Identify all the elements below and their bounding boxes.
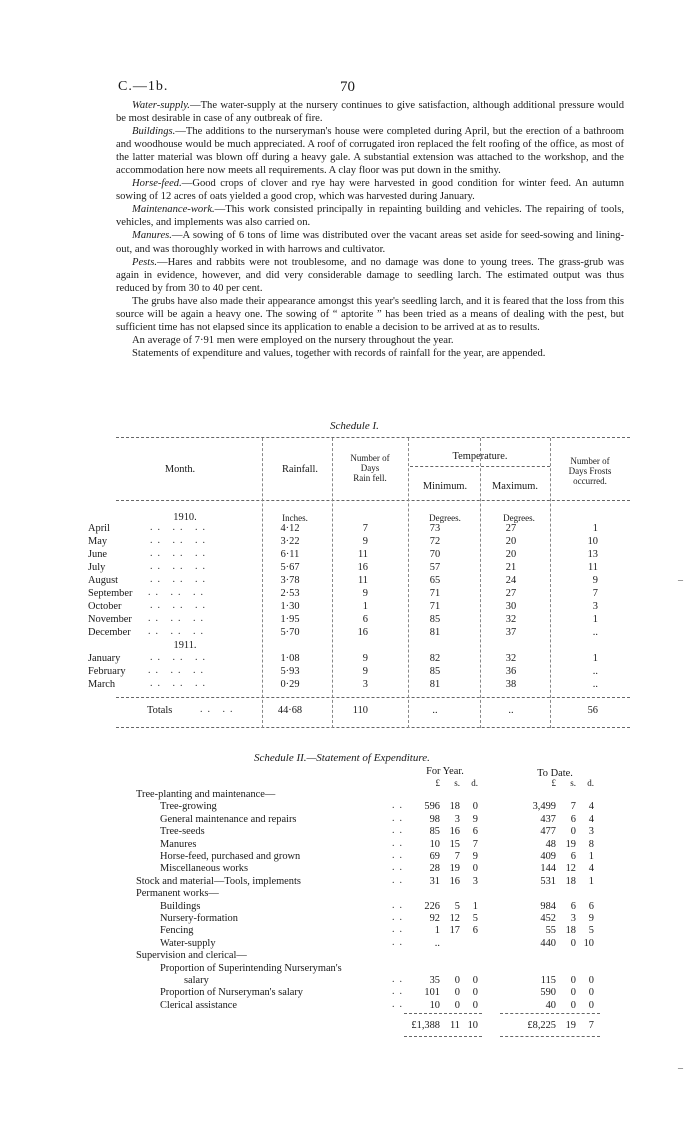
for-year-cell: 10 [429, 838, 440, 850]
to-date-cell: 0 [570, 987, 576, 999]
page-header [0, 79, 700, 99]
for-year-cell: 1 [472, 900, 478, 912]
paragraph-text: —The additions to the nurseryman's house were completed during April, but the erection of a bathroom and woodhouse would be much appreciated. A roof of corrugated iron replaced the felt roofing of the office, as most of the latter material was blown off during a heavy gale. A substantial extension was attached to the workshop, and the accommodation here now meets all requirements. A clay floor was put down in the smithy. [116, 126, 624, 177]
expenditure-label: Horse-feed, purchased and grown [160, 851, 301, 862]
for-year-cell: 7 [454, 851, 460, 862]
paragraph [116, 347, 624, 360]
expenditure-label: Buildings [160, 900, 201, 912]
to-date-cell: 6 [570, 813, 576, 825]
total-for-year: £1,388 [411, 1020, 440, 1031]
totals-days: 110 [352, 705, 368, 716]
leader-dots: .. .. .. [150, 548, 210, 559]
max-temp-cell: 24 [505, 575, 517, 586]
max-temp-cell: 38 [505, 679, 517, 690]
max-temp-cell: 30 [505, 601, 517, 612]
total-for-year: 10 [467, 1020, 478, 1031]
for-year-cell: 0 [472, 975, 478, 986]
for-year-cell: 5 [454, 900, 460, 912]
month-cell: November [88, 614, 132, 625]
to-date-cell: 3 [570, 913, 576, 924]
total-rule [404, 1013, 482, 1014]
for-year-cell: 31 [429, 875, 440, 887]
to-date-cell: 19 [565, 838, 576, 850]
rain-days-cell: 11 [357, 575, 368, 586]
paragraph-text: —The water-supply at the nursery continues to give satisfaction, although additional pressure would be most desirable in case of any outbreak of fire. [116, 100, 624, 125]
column-rule [262, 438, 263, 728]
expenditure-label: salary [184, 975, 209, 986]
to-date-cell: 0 [570, 826, 576, 838]
month-cell: February [88, 666, 126, 677]
to-date-cell: 440 [540, 937, 556, 949]
table-rule [116, 727, 630, 728]
to-date-cell: 12 [565, 863, 576, 875]
frost-days-cell: .. [592, 627, 598, 638]
max-temp-cell: 21 [505, 562, 517, 573]
rainfall-cell: 3·78 [280, 575, 300, 586]
expenditure-label: Supervision and clerical— [136, 950, 247, 962]
for-year-cell: 0 [472, 863, 478, 875]
lsd-header: s. [454, 778, 460, 788]
min-temp-cell: 81 [429, 679, 441, 690]
for-year-cell: 98 [429, 813, 440, 825]
paragraph-text: The grubs have also made their appearance amongst this year's seedling larch, and it is feared that the loss from this source will be again a heavy one. The sowing of “ aptorite ” has been tried as a means of dealing with the pest, but sufficient time has not elapsed since its application to enable a decision to be arrived at as to results. [116, 295, 624, 333]
rainfall-cell: 1·30 [280, 601, 300, 612]
rain-days-cell: 16 [357, 627, 368, 638]
to-date-cell: 6 [588, 900, 594, 912]
min-temp-cell: 81 [429, 627, 441, 638]
for-year-cell: 0 [454, 975, 460, 986]
for-year-cell: 226 [424, 900, 440, 912]
lsd-header: d. [471, 778, 478, 788]
min-temp-cell: 85 [429, 666, 441, 677]
column-header-rainfall: Rainfall. [281, 464, 319, 475]
totals-rainfall: 44·68 [277, 705, 303, 716]
units-min: Degrees. [429, 513, 461, 523]
expenditure-label: Manures [160, 838, 197, 850]
to-date-cell: 477 [540, 826, 556, 838]
leader-dots: .. [392, 874, 407, 886]
total-to-date: 7 [588, 1020, 594, 1031]
expenditure-label: Water-supply [160, 937, 216, 949]
column-header-for-year: For Year. [426, 766, 464, 777]
column-header-days: Number of [350, 453, 390, 463]
to-date-cell: 18 [565, 875, 576, 887]
expenditure-label: Nursery-formation [160, 913, 238, 924]
min-temp-cell: 57 [429, 562, 441, 573]
expenditure-label: Clerical assistance [160, 999, 238, 1011]
paragraph [116, 177, 624, 203]
min-temp-cell: 65 [429, 575, 441, 586]
to-date-cell: 531 [540, 875, 556, 887]
to-date-cell: 9 [588, 913, 594, 924]
rain-days-cell: 3 [362, 679, 368, 690]
for-year-cell: 17 [449, 925, 460, 937]
column-header-temperature: Temperature. [452, 451, 508, 462]
for-year-cell: 92 [429, 913, 440, 924]
leader-dots: .. [392, 837, 407, 849]
to-date-cell: 0 [588, 999, 594, 1011]
frost-days-cell: 13 [587, 549, 598, 560]
leader-dots: .. .. .. [150, 561, 210, 572]
total-to-date: 19 [565, 1020, 576, 1031]
for-year-cell: 19 [449, 863, 460, 875]
to-date-cell: 10 [583, 937, 594, 949]
rainfall-cell: 5·70 [280, 627, 300, 638]
total-rule [404, 1036, 482, 1037]
column-header-frosts: occurred. [573, 476, 607, 486]
leader-dots: .. .. .. [148, 626, 208, 637]
leader-dots: .. [392, 998, 407, 1010]
to-date-cell: 8 [588, 838, 594, 850]
paragraph-text: An average of 7·91 men were employed on the nursery throughout the year. [132, 334, 454, 346]
month-cell: September [88, 588, 133, 599]
for-year-cell: 3 [472, 875, 478, 887]
frost-days-cell: 1 [592, 653, 598, 664]
to-date-cell: 144 [540, 863, 556, 875]
min-temp-cell: 72 [429, 536, 441, 547]
paragraph-text: —A sowing of 6 tons of lime was distributed over the vacant areas set aside for seed-sowing and lining-out, and was thoroughly worked in with harrows and cultivator. [116, 230, 624, 255]
to-date-cell: 0 [570, 937, 576, 949]
column-header-days: Days [360, 463, 380, 473]
max-temp-cell: 20 [505, 549, 517, 560]
rain-days-cell: 16 [357, 562, 368, 573]
document-code: C.—1b. [118, 79, 169, 94]
table-rule [116, 697, 630, 698]
paragraph-title: Buildings. [132, 126, 176, 138]
month-cell: March [88, 679, 116, 690]
max-temp-cell: 32 [505, 614, 517, 625]
paragraph-title: Pests. [132, 256, 158, 268]
total-rule [500, 1036, 600, 1037]
to-date-cell: 0 [588, 975, 594, 986]
max-temp-cell: 32 [505, 653, 517, 664]
frost-days-cell: .. [592, 679, 598, 690]
to-date-cell: 4 [588, 863, 594, 875]
paragraph [116, 229, 624, 255]
leader-dots: .. .. .. [150, 678, 210, 689]
for-year-cell: 9 [472, 851, 478, 862]
to-date-cell: 984 [540, 900, 556, 912]
for-year-cell: 6 [472, 826, 478, 838]
rain-days-cell: 9 [362, 588, 368, 599]
leader-dots: .. .. .. [150, 522, 210, 533]
min-temp-cell: 82 [429, 653, 441, 664]
leader-dots: .. [392, 924, 407, 936]
min-temp-cell: 85 [429, 614, 441, 625]
page-number: 70 [340, 79, 355, 95]
paragraph-text: —Hares and rabbits were not troublesome, and no damage was done to young trees. The grass-grub was again in evidence, however, and did very considerable damage to seedling larch. The estimated output was thus reduced by from 30 to 40 per cent. [116, 256, 624, 294]
leader-dots: .. .. .. [148, 665, 208, 676]
column-header-frosts: Days Frosts [568, 466, 612, 476]
for-year-cell: 3 [454, 813, 460, 825]
column-header-frosts: Number of [570, 456, 610, 466]
expenditure-label: Stock and material—Tools, implements [136, 875, 301, 887]
to-date-cell: 409 [540, 851, 556, 862]
leader-dots: .. [392, 862, 407, 874]
rainfall-cell: 6·11 [280, 549, 300, 560]
for-year-cell: 7 [472, 838, 478, 850]
to-date-cell: 7 [570, 801, 576, 813]
paragraph [116, 99, 624, 125]
min-temp-cell: 73 [429, 523, 441, 534]
for-year-cell: 0 [472, 999, 478, 1011]
to-date-cell: 18 [565, 925, 576, 937]
rainfall-cell: 1·08 [280, 653, 300, 664]
total-rule [500, 1013, 600, 1014]
to-date-cell: 1 [588, 875, 594, 887]
max-temp-cell: 20 [505, 536, 517, 547]
leader-dots: .. [392, 936, 407, 948]
month-cell: December [88, 627, 131, 638]
to-date-cell: 55 [545, 925, 556, 937]
for-year-cell: 0 [454, 999, 460, 1011]
max-temp-cell: 27 [505, 523, 517, 534]
max-temp-cell: 37 [505, 627, 517, 638]
to-date-cell: 590 [540, 987, 556, 999]
expenditure-label: Proportion of Nurseryman's salary [160, 987, 303, 999]
expenditure-label: Fencing [160, 925, 194, 937]
paragraph [116, 334, 624, 347]
rain-days-cell: 9 [362, 666, 368, 677]
rainfall-cell: 4·12 [280, 523, 300, 534]
paragraph-text: —This work consisted principally in repainting building and vehicles. The repairing of tools, vehicles, and implements was also carried on. [116, 204, 624, 229]
month-cell: June [88, 549, 108, 560]
column-header-days: Rain fell. [353, 473, 387, 483]
rain-days-cell: 6 [362, 614, 368, 625]
for-year-cell: 0 [472, 801, 478, 813]
year-label: 1910. [173, 512, 197, 523]
frost-days-cell: 11 [587, 562, 598, 573]
units-max: Degrees. [503, 513, 535, 523]
for-year-cell: 0 [454, 987, 460, 999]
expenditure-label: Tree-growing [160, 801, 217, 813]
for-year-cell: 101 [424, 987, 440, 999]
leader-dots: .. [392, 912, 407, 923]
rain-days-cell: 9 [362, 653, 368, 664]
leader-dots: .. .. .. [148, 587, 208, 598]
expenditure-label: Proportion of Superintending Nurseryman's [160, 962, 342, 974]
frost-days-cell: 3 [592, 601, 598, 612]
month-cell: August [88, 575, 119, 586]
expenditure-label: Permanent works— [136, 888, 219, 900]
paragraph-title: Manures. [132, 230, 172, 242]
paragraph [116, 256, 624, 295]
frost-days-cell: 1 [592, 523, 598, 534]
for-year-cell: 69 [429, 851, 440, 862]
min-temp-cell: 71 [429, 588, 441, 599]
leader-dots: .. .. .. [150, 574, 210, 585]
for-year-cell: 85 [429, 826, 440, 838]
column-header-maximum: Maximum. [492, 481, 538, 492]
month-cell: July [88, 562, 106, 573]
rain-days-cell: 11 [357, 549, 368, 560]
to-date-cell: 452 [540, 913, 556, 924]
leader-dots: .. .. .. [150, 600, 210, 611]
rain-days-cell: 9 [362, 536, 368, 547]
rain-days-cell: 7 [362, 523, 368, 534]
table-rule [116, 437, 630, 438]
min-temp-cell: 71 [429, 601, 441, 612]
units-rainfall: Inches. [282, 513, 308, 523]
to-date-cell: 5 [588, 925, 594, 937]
lsd-header: s. [570, 778, 576, 788]
leader-dots: .. [392, 974, 407, 985]
expenditure-label: Miscellaneous works [160, 863, 249, 875]
column-rule [408, 438, 409, 728]
rainfall-cell: 0·29 [280, 679, 300, 690]
to-date-cell: 40 [545, 999, 556, 1011]
for-year-cell: 9 [472, 813, 478, 825]
lsd-header: £ [551, 778, 556, 788]
body-text [116, 99, 624, 360]
to-date-cell: 48 [545, 838, 556, 850]
rainfall-cell: 2·53 [280, 588, 300, 599]
leader-dots: .. [392, 800, 407, 812]
for-year-cell: 596 [424, 801, 440, 813]
totals-max: .. [508, 705, 514, 716]
for-year-cell: 28 [429, 863, 440, 875]
paragraph [116, 203, 624, 229]
for-year-cell: 18 [449, 801, 460, 813]
expenditure-label: General maintenance and repairs [160, 813, 297, 825]
to-date-cell: 437 [540, 813, 556, 825]
table-rule [116, 500, 630, 501]
column-header-month: Month. [164, 464, 196, 475]
month-cell: October [88, 601, 122, 612]
paragraph-title: Water-supply. [132, 100, 190, 111]
paragraph-title: Horse-feed. [132, 178, 182, 190]
paragraph [116, 295, 624, 334]
for-year-cell: .. [434, 937, 440, 949]
to-date-cell: 1 [588, 851, 594, 862]
month-cell: January [88, 653, 121, 664]
to-date-cell: 6 [570, 900, 576, 912]
frost-days-cell: 10 [587, 536, 598, 547]
paragraph [116, 125, 624, 177]
leader-dots: .. .. [200, 704, 238, 715]
to-date-cell: 0 [588, 987, 594, 999]
year-label: 1911. [173, 640, 197, 651]
paragraph-text: Statements of expenditure and values, together with records of rainfall for the year, are appended. [132, 347, 546, 359]
leader-dots: .. .. .. [150, 652, 210, 663]
leader-dots: .. .. .. [150, 535, 210, 546]
total-for-year: 11 [449, 1020, 460, 1031]
margin-mark: – [678, 575, 683, 586]
leader-dots: .. .. .. [148, 613, 208, 624]
for-year-cell: 1 [434, 925, 440, 937]
to-date-cell: 3,499 [532, 801, 556, 813]
leader-dots: .. [392, 899, 407, 911]
to-date-cell: 0 [570, 975, 576, 986]
lsd-header: d. [587, 778, 594, 788]
paragraph-title: Maintenance-work. [132, 204, 215, 216]
leader-dots: .. [392, 825, 407, 837]
rainfall-cell: 3·22 [280, 536, 300, 547]
max-temp-cell: 27 [505, 588, 517, 599]
expenditure-label: Tree-planting and maintenance— [136, 789, 276, 800]
column-header-minimum: Minimum. [422, 481, 468, 492]
total-to-date: £8,225 [527, 1020, 556, 1031]
to-date-cell: 4 [588, 801, 594, 813]
expenditure-label: Tree-seeds [160, 826, 205, 838]
schedule1-caption: Schedule I. [330, 420, 379, 432]
month-cell: April [88, 523, 110, 534]
leader-dots: .. [392, 986, 407, 998]
for-year-cell: 16 [449, 875, 460, 887]
schedule2-caption: Schedule II.—Statement of Expenditure. [254, 752, 430, 764]
to-date-cell: 3 [588, 826, 594, 838]
frost-days-cell: 1 [592, 614, 598, 625]
rainfall-cell: 5·93 [280, 666, 300, 677]
to-date-cell: 115 [540, 975, 556, 986]
for-year-cell: 16 [449, 826, 460, 838]
month-cell: May [88, 536, 108, 547]
totals-frosts: 56 [587, 705, 598, 716]
to-date-cell: 0 [570, 999, 576, 1011]
for-year-cell: 0 [472, 987, 478, 999]
column-header-to-date: To Date. [537, 768, 573, 779]
for-year-cell: 10 [429, 999, 440, 1011]
min-temp-cell: 70 [429, 549, 441, 560]
to-date-cell: 4 [588, 813, 594, 825]
for-year-cell: 12 [449, 913, 460, 924]
frost-days-cell: 9 [592, 575, 598, 586]
rainfall-cell: 1·95 [280, 614, 300, 625]
to-date-cell: 6 [570, 851, 576, 862]
margin-mark: – [678, 1063, 683, 1074]
paragraph-text: —Good crops of clover and rye hay were harvested in good condition for winter feed. An autumn sowing of 12 acres of oats yielded a good crop, which was harvested during January. [116, 178, 624, 203]
totals-label: Totals [147, 705, 173, 716]
frost-days-cell: 7 [592, 588, 598, 599]
leader-dots: .. [392, 850, 407, 861]
for-year-cell: 15 [449, 838, 460, 850]
totals-min: .. [432, 705, 438, 716]
for-year-cell: 5 [472, 913, 478, 924]
lsd-header: £ [435, 778, 440, 788]
leader-dots: .. [392, 812, 407, 824]
frost-days-cell: .. [592, 666, 598, 677]
max-temp-cell: 36 [505, 666, 517, 677]
for-year-cell: 35 [429, 975, 440, 986]
for-year-cell: 6 [472, 925, 478, 937]
rain-days-cell: 1 [362, 601, 368, 612]
rainfall-cell: 5·67 [280, 562, 300, 573]
